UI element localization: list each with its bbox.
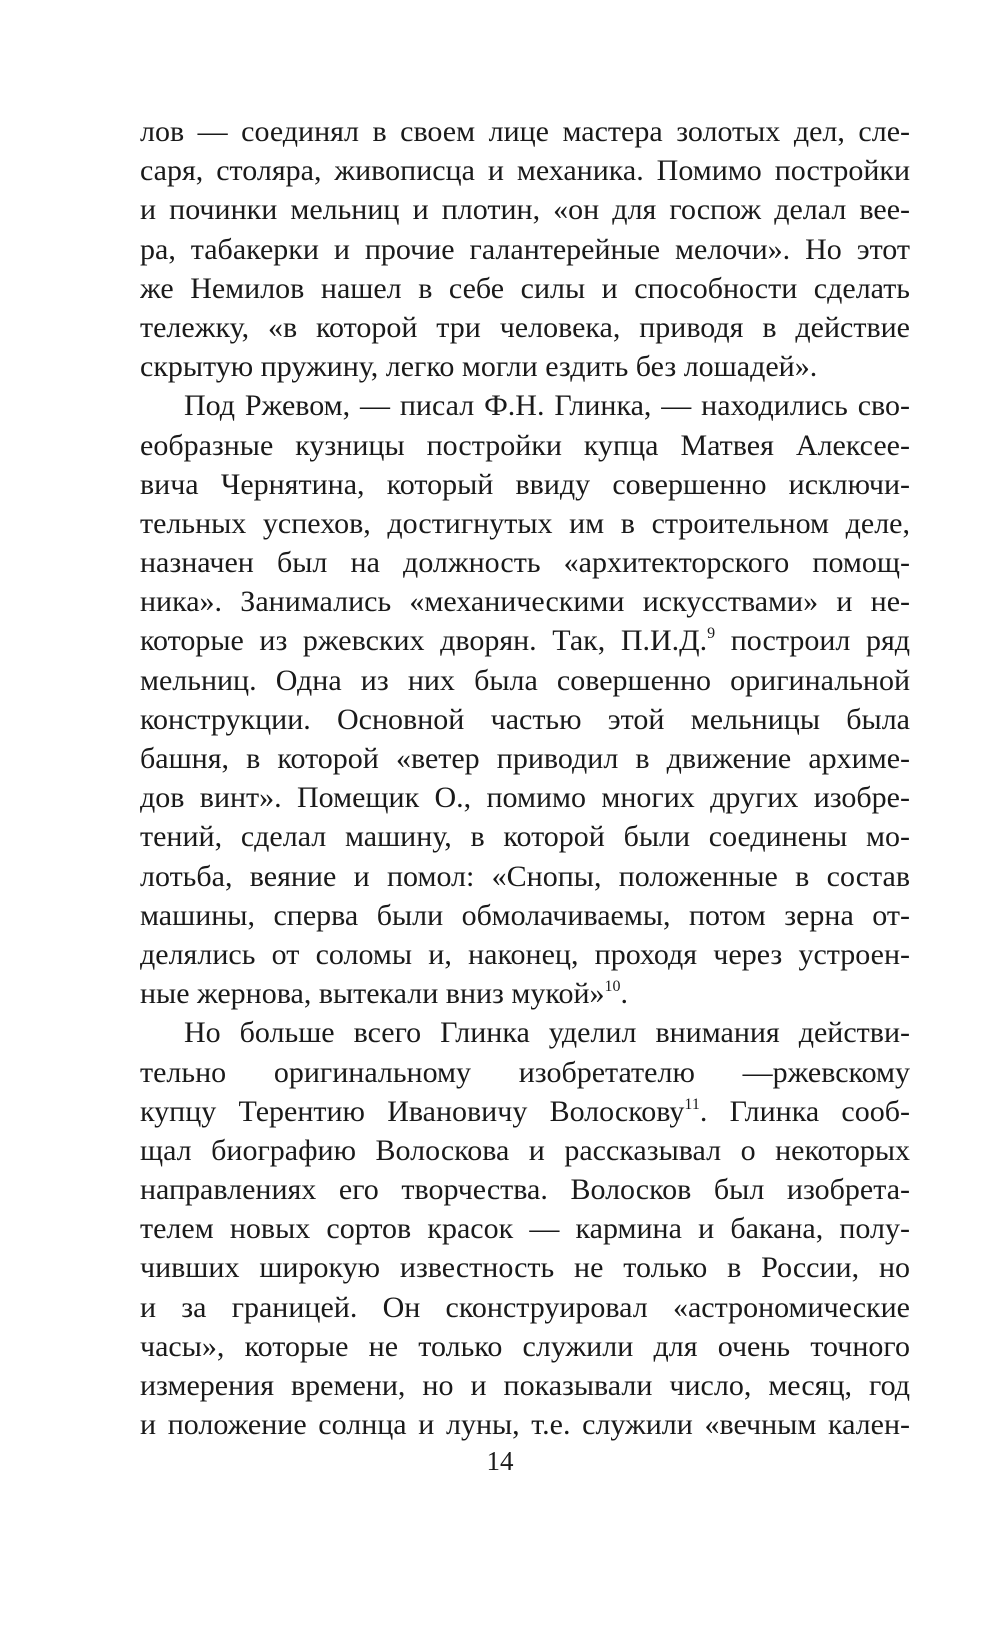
text-line: и починки мельниц и плотин, «он для госпож делал вее-: [140, 193, 910, 227]
text-line: часы», которые не только служили для очень точного: [140, 1329, 910, 1363]
text-line: телем новых сортов красок — кармина и бакана, полу-: [140, 1212, 910, 1246]
text-line: лов — соединял в своем лице мастера золотых дел, сле-: [140, 115, 910, 148]
text-line: и за границей. Он сконструировал «астрономические: [140, 1290, 910, 1324]
text-line: тельно оригинальному изобретателю —ржевскому: [140, 1055, 910, 1089]
text-line: делялись от соломы и, наконец, проходя через устроен-: [140, 937, 910, 971]
text-line: саря, столяра, живописца и механика. Помимо постройки: [140, 154, 910, 188]
text-line: дов винт». Помещик О., помимо многих других изобре-: [140, 781, 910, 815]
footnote-ref[interactable]: 10: [604, 978, 621, 996]
footnote-ref[interactable]: 11: [684, 1095, 700, 1113]
text-line: еобразные кузницы постройки купца Матвея Алексее-: [140, 428, 910, 462]
body-text: [140, 112, 910, 1444]
text-line: направлениях его творчества. Волосков был изобрета-: [140, 1173, 910, 1207]
text-line: щал биографию Волоскова и рассказывал о некоторых: [140, 1133, 910, 1167]
text-line: мельниц. Одна из них была совершенно оригинальной: [140, 663, 910, 697]
page-number: 14: [486, 1446, 514, 1476]
paragraph-first-line: Под Ржевом, — писал Ф.Н. Глинка, — находились сво-: [184, 389, 910, 423]
text-line: же Немилов нашел в себе силы и способности сделать: [140, 271, 910, 305]
text-line: чивших широкую известность не только в России, но: [140, 1251, 910, 1285]
text-line: вича Чернятина, который ввиду совершенно исключи-: [140, 467, 910, 501]
text-line: и положение солнца и луны, т.е. служили «вечным кален-: [140, 1408, 910, 1442]
text-line: купцу Терентию Ивановичу Волоскову$^{11}$. Глинка сооб-: [140, 1094, 910, 1128]
text-line: башня, в которой «ветер приводил в движение архиме-: [140, 742, 910, 775]
text-line: которые из ржевских дворян. Так, П.И.Д.$^9$ построил ряд: [140, 624, 910, 658]
text-line: ные жернова, вытекали вниз мукой»$^{10}$.: [140, 977, 629, 1011]
text-line: скрытую пружину, легко могли ездить без лошадей».: [140, 350, 818, 384]
text-line: ника». Занимались «механическими искусствами» и не-: [140, 585, 910, 619]
text-line: назначен был на должность «архитекторского помощ-: [140, 546, 910, 580]
text-line: тележку, «в которой три человека, приводя в действие: [140, 310, 910, 344]
text-line: измерения времени, но и показывали число, месяц, год: [140, 1369, 910, 1402]
paragraph-first-line: Но больше всего Глинка уделил внимания действи-: [184, 1016, 910, 1050]
text-line: ра, табакерки и прочие галантерейные мелочи». Но этот: [140, 232, 910, 266]
footnote-ref[interactable]: 9: [707, 625, 716, 643]
text-line: конструкции. Основной частью этой мельницы была: [140, 702, 910, 736]
text-line: тельных успехов, достигнутых им в строительном деле,: [140, 506, 910, 540]
text-line: машины, сперва были обмолачиваемы, потом зерна от-: [140, 898, 910, 932]
text-line: лотьба, веяние и помол: «Снопы, положенные в состав: [140, 859, 910, 893]
text-line: тений, сделал машину, в которой были соединены мо-: [140, 820, 910, 854]
